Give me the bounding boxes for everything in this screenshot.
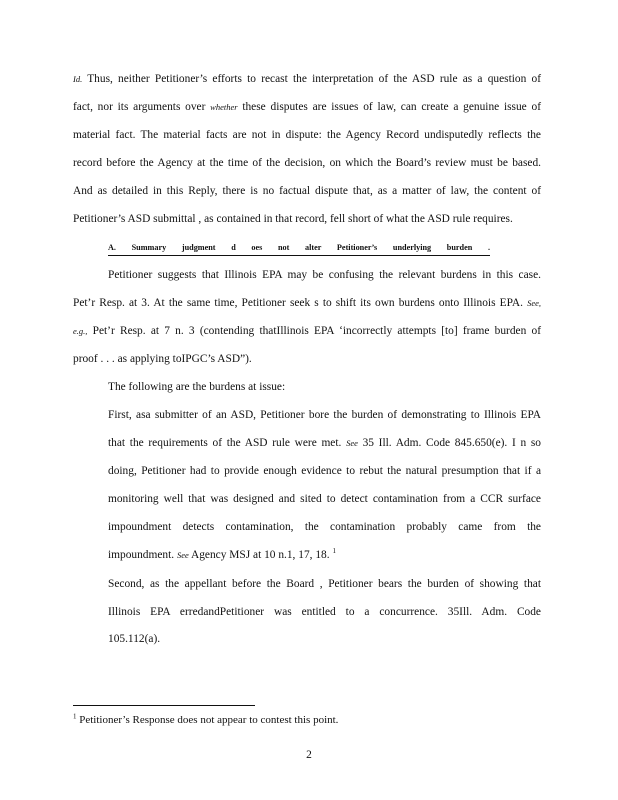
italic-see: See (346, 438, 358, 448)
bullet-1-line-2: that the requirements of the ASD rule were met. See 35 Ill. Adm. Code 845.650(e). I n so (108, 437, 541, 449)
bullet-2-line-3: 105.112(a). (108, 633, 161, 645)
bullet-2-line-1: Second, as the appellant before the Board , Petitioner bears the burden of showing that (108, 578, 541, 590)
footnote (73, 713, 338, 727)
italic-eg: e.g., (73, 326, 88, 336)
paragraph-1-line-6: Petitioner’s ASD submittal , as contained in that record, fell short of what the ASD rule requires. (73, 213, 513, 225)
section-heading: A. Summary judgment d oes not alter Petitioner’s underlying burden . (108, 242, 490, 256)
paragraph-2-line-2: Pet’r Resp. at 3. At the same time, Petitioner seek s to shift its own burdens onto Illinois EPA. See, (73, 297, 541, 309)
page-number: 2 (306, 749, 312, 761)
italic-whether: whether (210, 102, 238, 112)
bullet-1-line-1: First, asa submitter of an ASD, Petitioner bore the burden of demonstrating to Illinois EPA (108, 409, 541, 421)
bullet-1-line-5: impoundment detects contamination, the contamination probably came from the (108, 521, 541, 533)
paragraph-1-line-3: material fact. The material facts are not in dispute: the Agency Record undisputedly reflects the (73, 129, 541, 141)
citation-id: Id. (73, 74, 83, 84)
paragraph-1-line-5: And as detailed in this Reply, there is no factual dispute that, as a matter of law, the content of (73, 185, 541, 197)
footnote-mark: 1 (73, 712, 77, 721)
bullet-1-line-3: doing, Petitioner had to provide enough evidence to rebut the natural presumption that if a (108, 465, 541, 477)
bullet-1-line-6: impoundment. See Agency MSJ at 10 n.1, 17, 18. $^1$ (108, 547, 336, 561)
footnote-text: Petitioner’s Response does not appear to contest this point. (76, 714, 339, 726)
paragraph-3: The following are the burdens at issue: (108, 381, 286, 393)
paragraph-2-line-4: proof . . . as applying toIPGC’s ASD”). (73, 353, 252, 365)
paragraph-1-line-1: Id. Thus, neither Petitioner’s efforts to recast the interpretation of the ASD rule as a question of (73, 73, 541, 85)
paragraph-1-line-2: fact, nor its arguments over whether these disputes are issues of law, can create a genuine issue of (73, 101, 541, 113)
bullet-1-line-4: monitoring well that was designed and sited to detect contamination from a CCR surface (108, 493, 541, 505)
footnote-separator (73, 705, 255, 706)
paragraph-2-line-1: Petitioner suggests that Illinois EPA may be confusing the relevant burdens in this case. (108, 269, 541, 281)
footnote-reference[interactable]: 1 (332, 547, 336, 556)
bullet-2-line-2: Illinois EPA erredandPetitioner was entitled to a concurrence. 35Ill. Adm. Code (108, 606, 541, 618)
italic-see: See (176, 550, 189, 560)
paragraph-2-line-3: e.g., Pet’r Resp. at 7 n. 3 (contending thatIllinois EPA ‘incorrectly attempts [to] frame burden of (73, 325, 541, 337)
italic-see: See, (527, 298, 541, 308)
paragraph-1-line-4: record before the Agency at the time of the decision, on which the Board’s review must be based. (73, 157, 541, 169)
